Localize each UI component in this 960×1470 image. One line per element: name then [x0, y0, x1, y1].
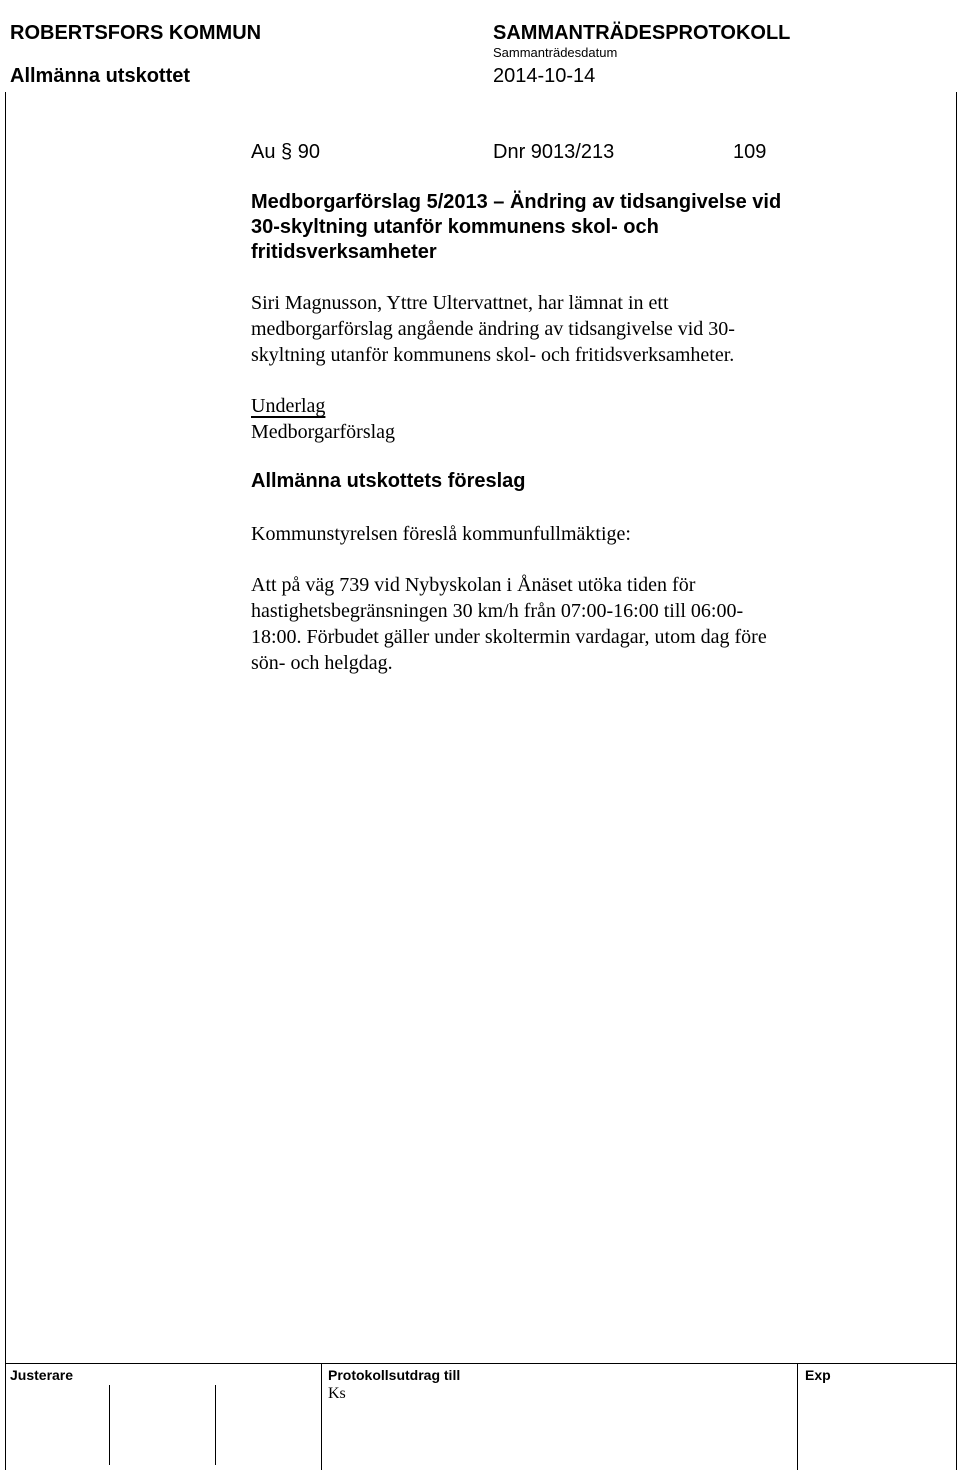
document-type: SAMMANTRÄDESPROTOKOLL	[493, 22, 791, 44]
municipality-name: ROBERTSFORS KOMMUN	[10, 22, 262, 44]
justerare-box-line	[215, 1385, 216, 1465]
case-dnr: Dnr 9013/213	[493, 141, 615, 163]
meeting-date: 2014-10-14	[493, 65, 596, 87]
proposal-intro: Kommunstyrelsen föreslå kommunfullmäktige:	[251, 523, 631, 545]
case-title	[251, 190, 851, 265]
case-title-line: 30-skyltning utanför kommunens skol- och	[251, 216, 659, 238]
justerare-label: Justerare	[10, 1367, 74, 1383]
intro-line: skyltning utanför kommunens skol- och fritidsverksamheter.	[251, 344, 735, 366]
decision-text	[251, 572, 851, 676]
case-title-line: Medborgarförslag 5/2013 – Ändring av tidsangivelse vid	[251, 191, 782, 213]
exp-label: Exp	[805, 1367, 831, 1383]
footer-column-divider	[797, 1363, 798, 1470]
page-frame-right	[956, 92, 957, 1470]
decision-line: sön- och helgdag.	[251, 652, 393, 674]
extract-recipient: Ks	[328, 1385, 346, 1402]
page-frame-left	[5, 92, 6, 1470]
footer-divider	[5, 1363, 957, 1364]
paragraph-number: Au § 90	[251, 141, 320, 163]
meeting-date-label: Sammanträdesdatum	[493, 45, 618, 60]
case-title-line: fritidsverksamheter	[251, 241, 437, 263]
intro-line: medborgarförslag angående ändring av tidsangivelse vid 30-	[251, 318, 735, 340]
underlag-item: Medborgarförslag	[251, 421, 396, 443]
footer-column-divider	[321, 1363, 322, 1470]
extract-label: Protokollsutdrag till	[328, 1367, 461, 1383]
decision-line: 18:00. Förbudet gäller under skoltermin vardagar, utom dag före	[251, 626, 767, 648]
decision-line: hastighetsbegränsningen 30 km/h från 07:00-16:00 till 06:00-	[251, 600, 744, 622]
page-number: 109	[733, 141, 767, 163]
justerare-box-line	[109, 1385, 110, 1465]
proposal-heading: Allmänna utskottets föreslag	[251, 470, 526, 492]
intro-line: Siri Magnusson, Yttre Ultervattnet, har lämnat in ett	[251, 292, 669, 314]
decision-line: Att på väg 739 vid Nybyskolan i Ånäset utöka tiden för	[251, 574, 696, 596]
underlag-heading: Underlag	[251, 395, 326, 417]
committee-name: Allmänna utskottet	[10, 65, 191, 87]
intro-paragraph	[251, 290, 851, 368]
